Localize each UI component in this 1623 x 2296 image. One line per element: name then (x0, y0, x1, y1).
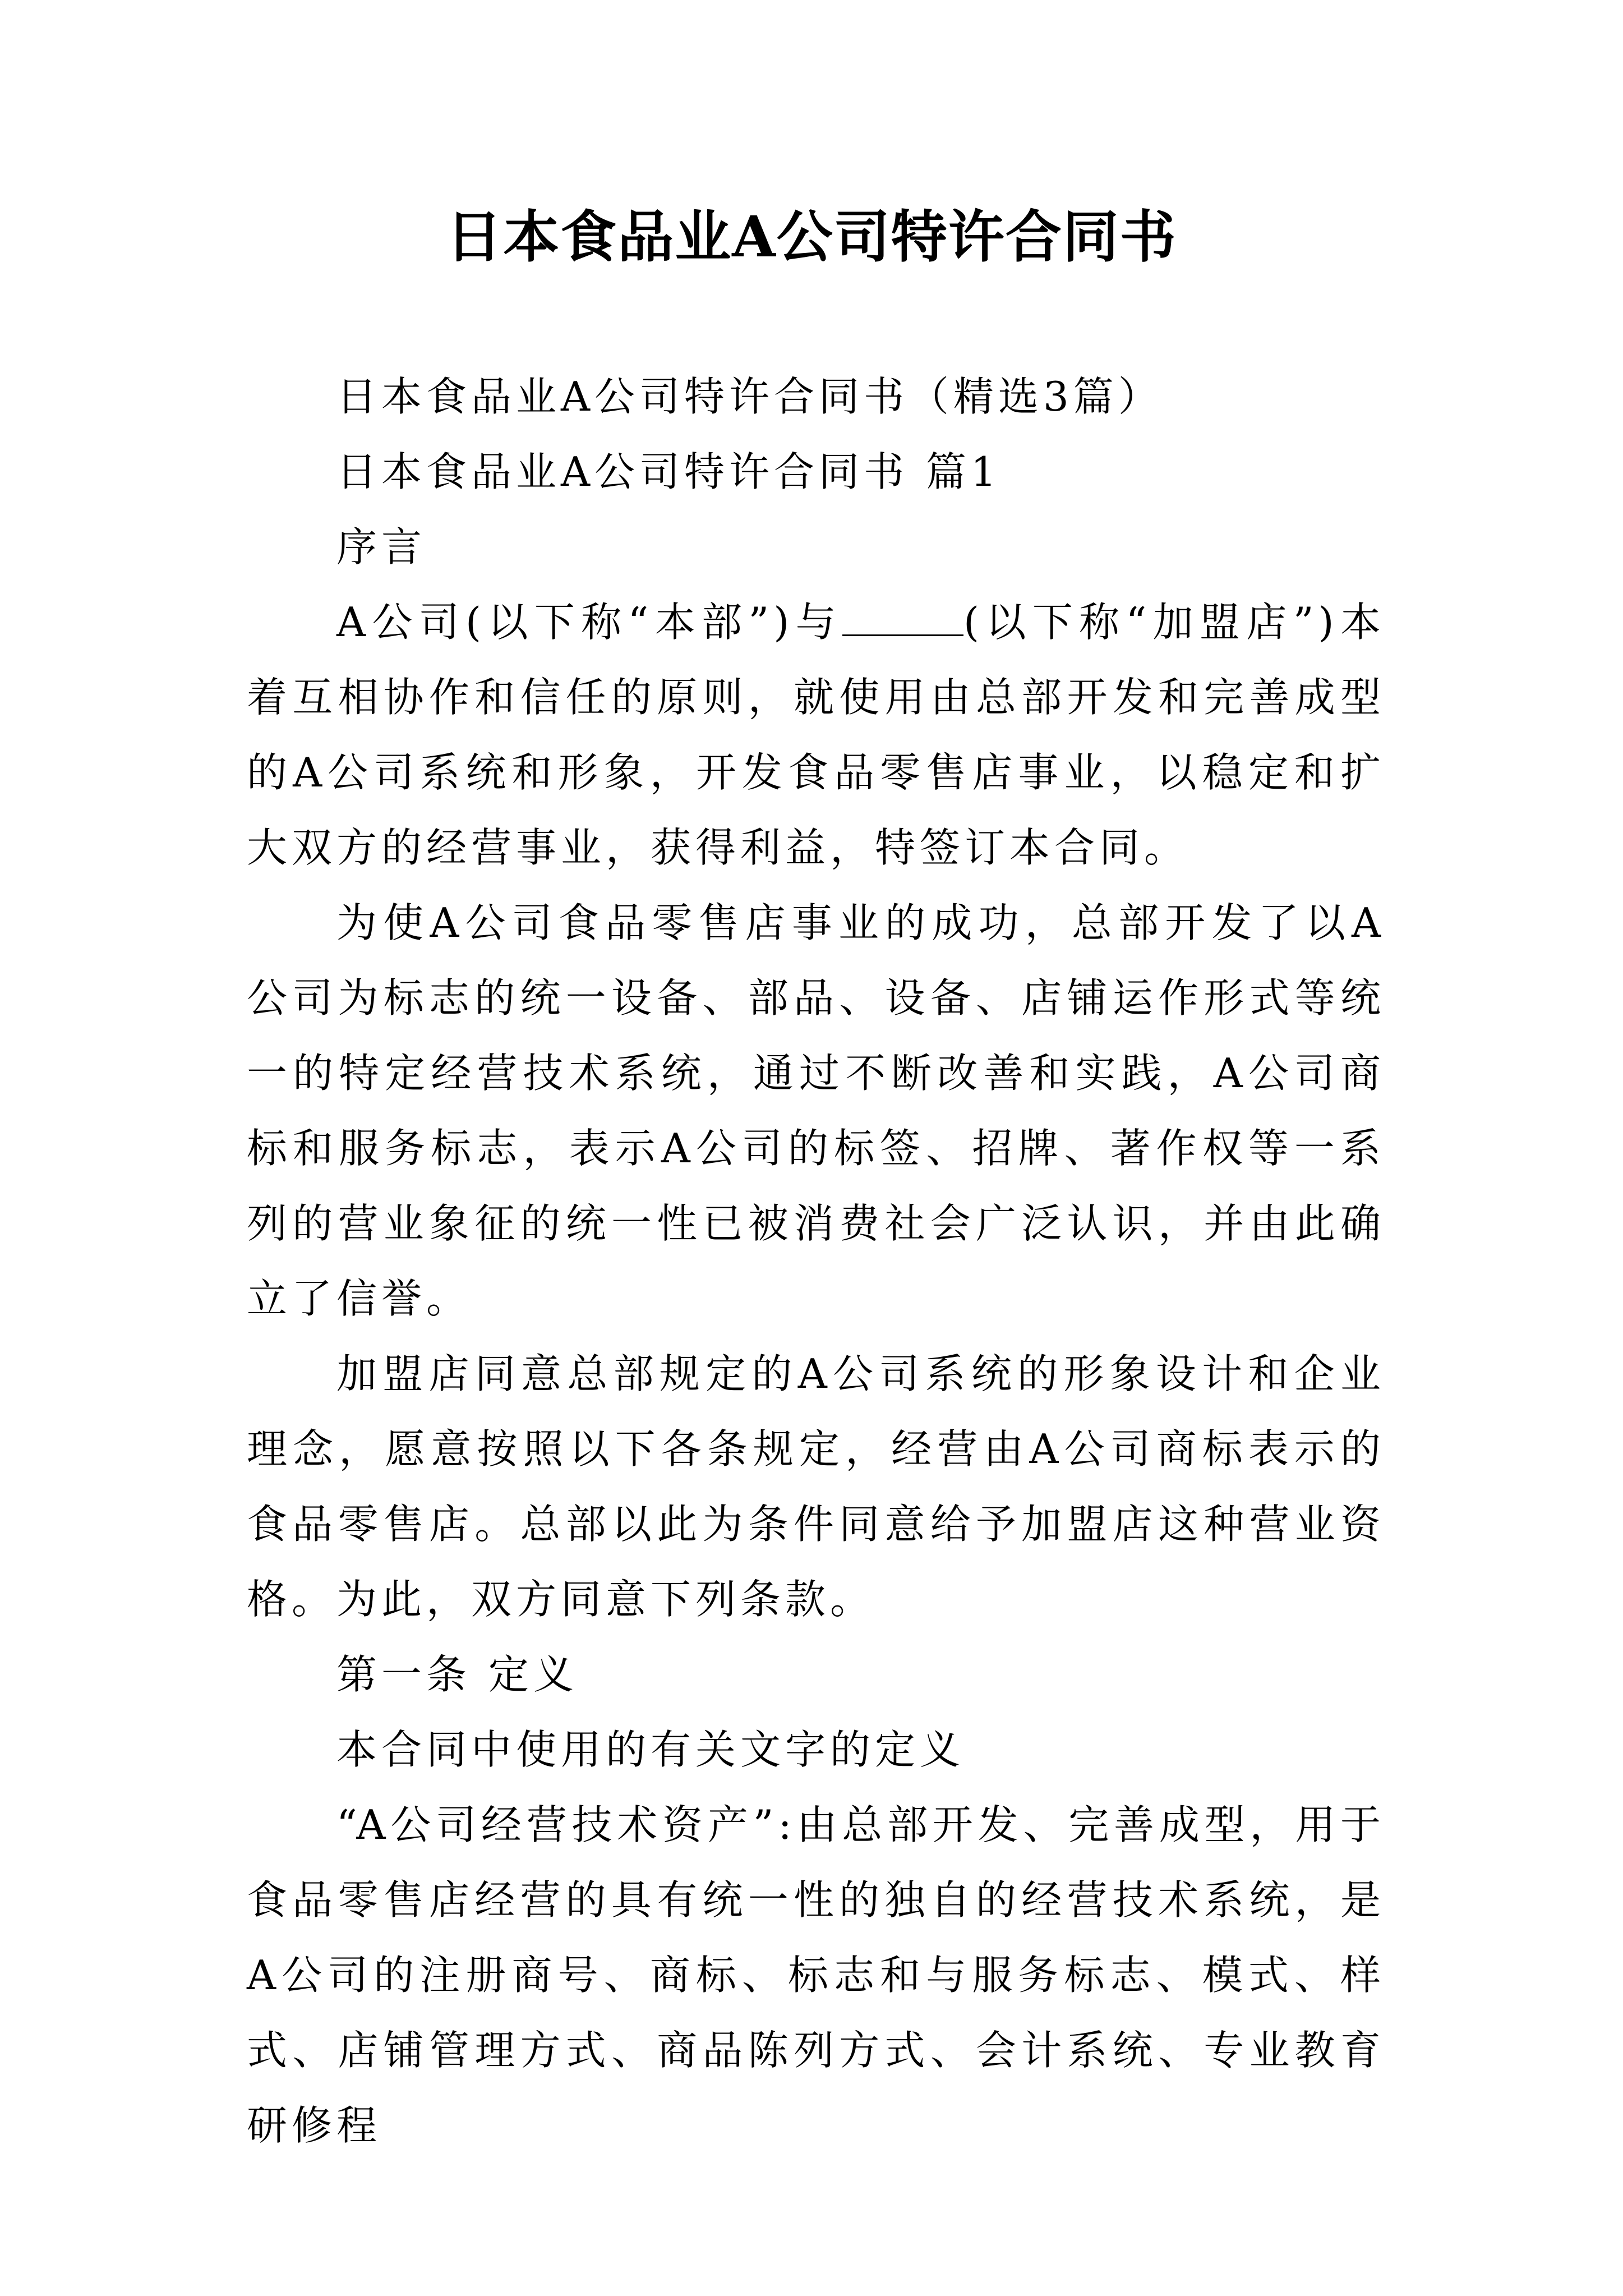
intro-paragraph (247, 585, 1385, 885)
intro-paragraph-part-b: (以下称“加盟店”)本着互相协作和信任的原则，就使用由总部开发和完善成型的A公司系统和形象，开发食品零售店事业，以稳定和扩大双方的经营事业，获得利益，特签订本合同。 (247, 599, 1385, 871)
article-1-heading: 第一条 定义 (336, 1651, 578, 1698)
blank-underline (842, 601, 963, 636)
intro-paragraph-part-a: A公司(以下称“本部”)与 (336, 599, 843, 646)
paragraph-agreement: 加盟店同意总部规定的A公司系统的形象设计和企业理念，愿意按照以下各条规定，经营由A公司商标表示的食品零售店。总部以此为条件同意给予加盟店这种营业资格。为此，双方同意下列条款。 (247, 1350, 1385, 1623)
article-1-intro: 本合同中使用的有关文字的定义 (336, 1726, 965, 1773)
paragraph-system-development: 为使A公司食品零售店事业的成功，总部开发了以A公司为标志的统一设备、部品、设备、店铺运作形式等统一的特定经营技术系统，通过不断改善和实践，A公司商标和服务标志，表示A公司的标签、招牌、著作权等一系列的营业象征的统一性已被消费社会广泛认识，并由此确立了信誉。 (247, 899, 1385, 1322)
document-title: 日本食品业A公司特许合同书 (446, 204, 1177, 270)
article-1-definition: “A公司经营技术资产”:由总部开发、完善成型，用于食品零售店经营的具有统一性的独自的经营技术系统，是A公司的注册商号、商标、标志和与服务标志、模式、样式、店铺管理方式、商品陈列方式、会计系统、专业教育研修程 (247, 1801, 1385, 2149)
part-heading: 日本食品业A公司特许合同书 篇1 (336, 448, 1001, 495)
preface-heading: 序言 (336, 523, 427, 570)
document-body (247, 359, 1385, 2163)
subtitle: 日本食品业A公司特许合同书（精选3篇） (336, 373, 1163, 420)
